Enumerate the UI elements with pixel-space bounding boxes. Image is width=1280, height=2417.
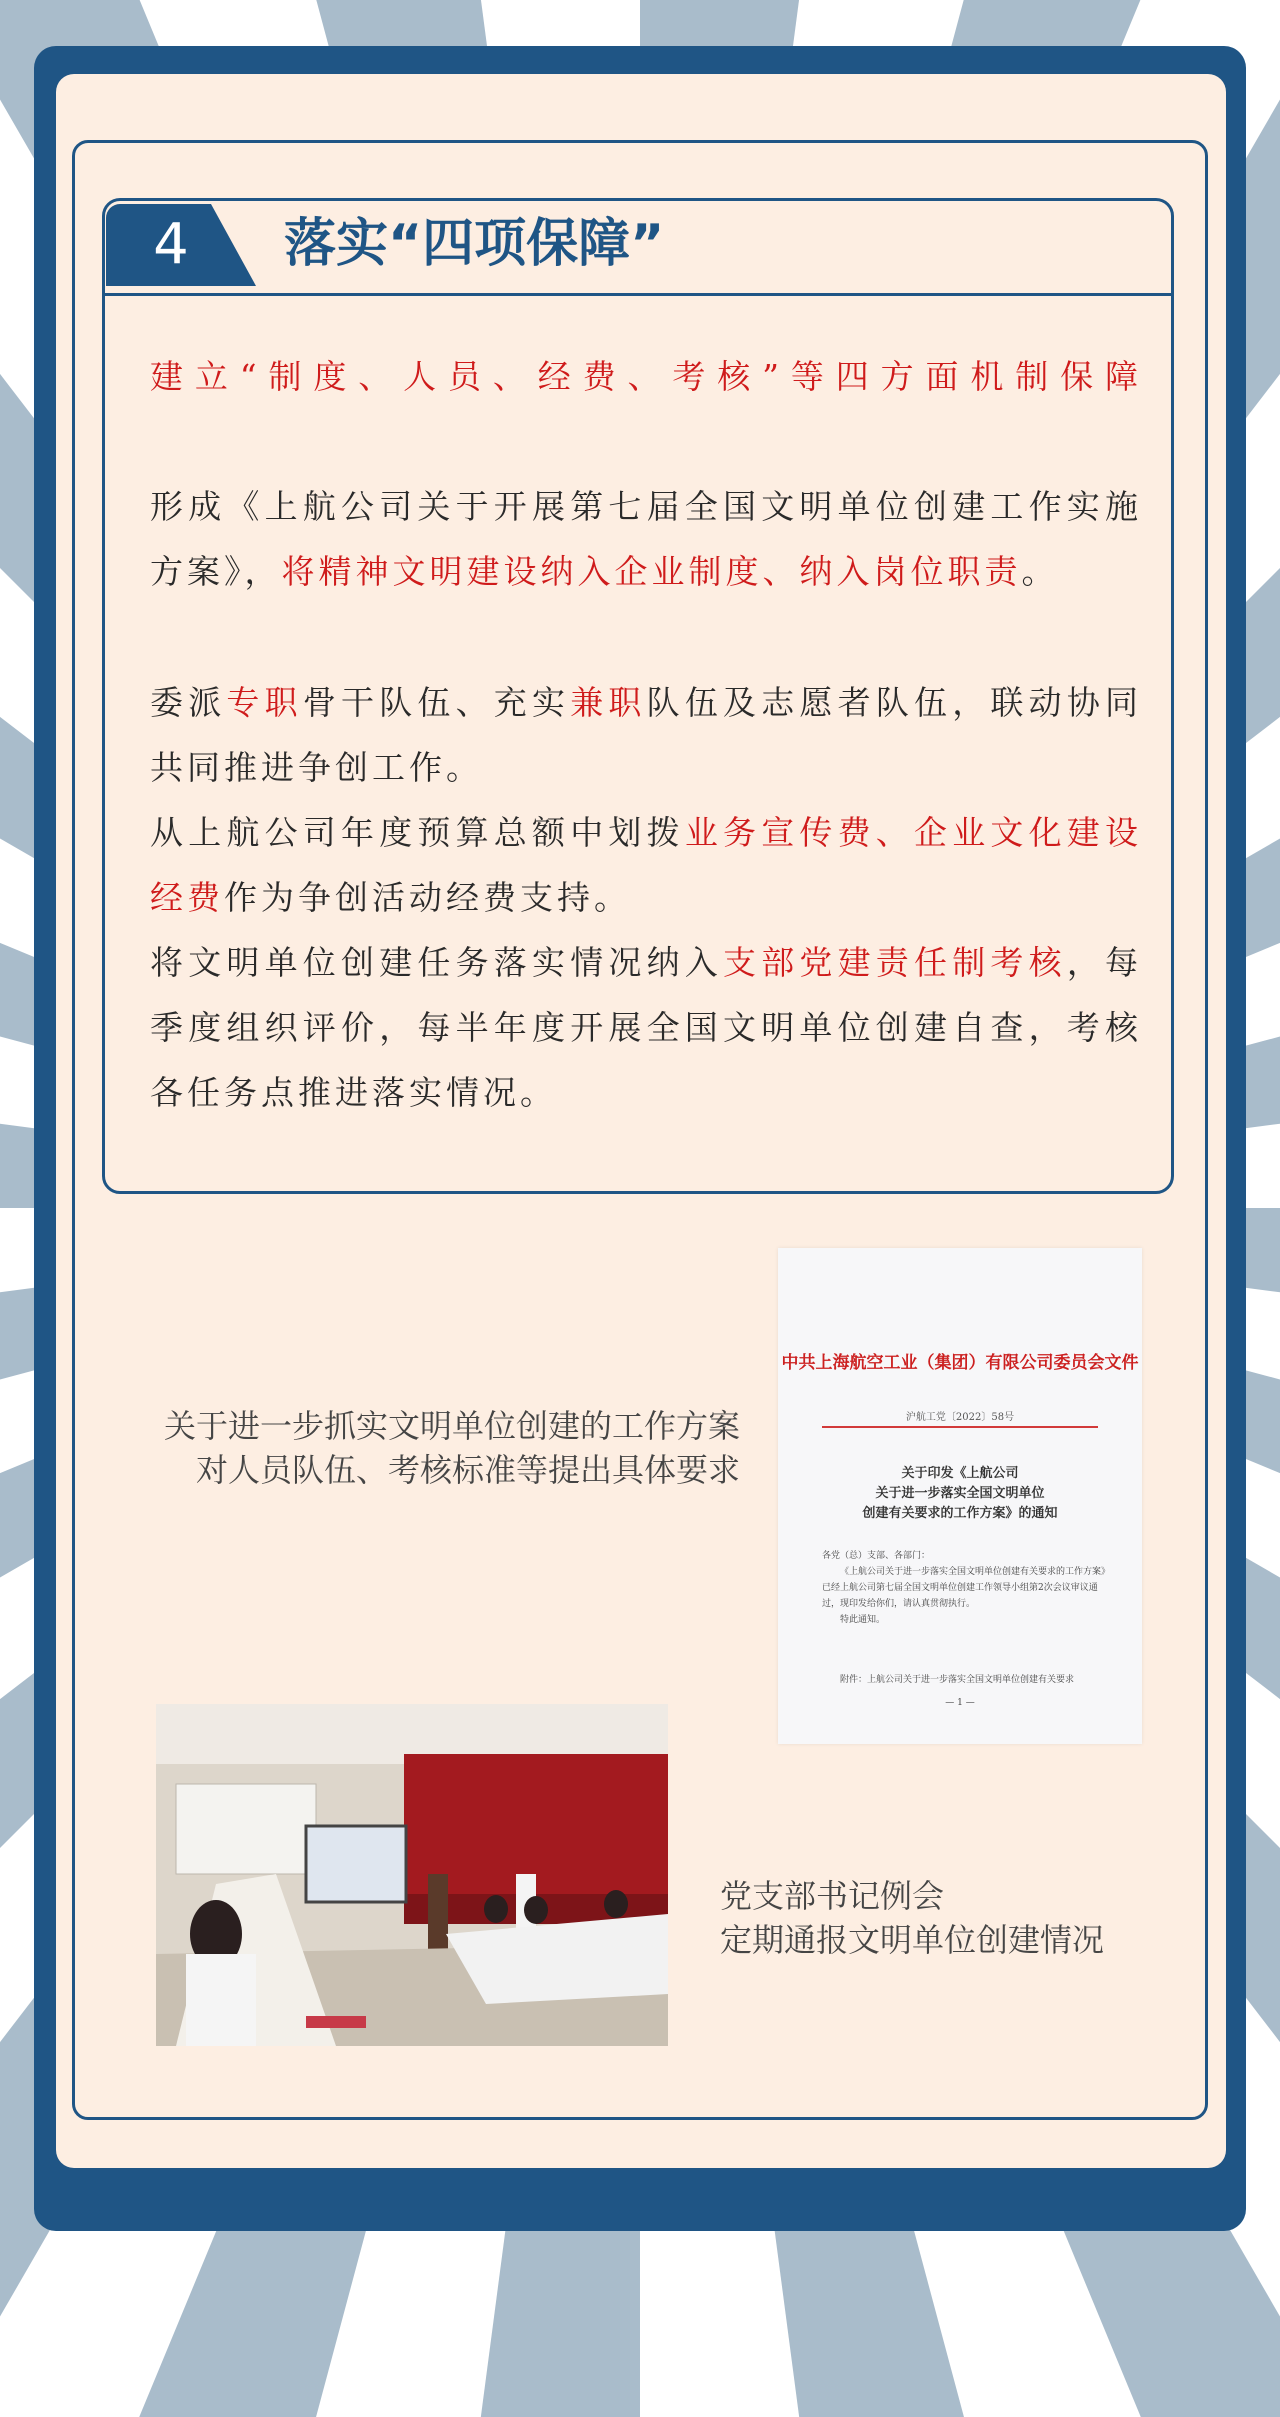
document-title-line-1: 关于印发《上航公司 xyxy=(901,1466,1019,1481)
section-number: 4 xyxy=(153,212,189,277)
paragraph-funding xyxy=(150,800,1142,930)
paragraph-system xyxy=(150,474,1142,604)
document-attachment: 附件：上航公司关于进一步落实全国文明单位创建有关要求 xyxy=(840,1675,1075,1685)
document-title xyxy=(778,1464,1142,1524)
meeting-room-photo xyxy=(156,1704,668,2046)
paragraph-personnel xyxy=(150,670,1142,800)
p4-text-a: 将文明单位创建任务落实情况纳入 xyxy=(150,943,723,982)
photo-caption-line-1: 党支部书记例会 xyxy=(720,1877,945,1915)
p3-text-c: 作为争创活动经费支持。 xyxy=(224,878,631,917)
document-closing: 特此通知。 xyxy=(840,1615,886,1625)
document-body-text: 《上航公司关于进一步落实全国文明单位创建有关要求的工作方案》已经上航公司第七届全国文明单位创建工作领导小组第2次会议审议通过，现印发给你们，请认真贯彻执行。 xyxy=(822,1567,1106,1609)
section-title: 落实“四项保障” xyxy=(284,214,665,274)
document-title-line-2: 关于进一步落实全国文明单位 xyxy=(875,1486,1045,1501)
document-red-rule xyxy=(822,1426,1098,1428)
document-caption xyxy=(164,1404,740,1492)
document-page-number: — 1 — xyxy=(945,1698,975,1708)
photo-caption-line-2: 定期通报文明单位创建情况 xyxy=(720,1921,1105,1959)
p4-highlight: 支部党建责任制考核 xyxy=(723,943,1067,982)
p2-text-e: 队伍及志愿者队伍，联动协同共同推进争创工作。 xyxy=(150,683,1143,787)
document-header: 中共上海航空工业（集团）有限公司委员会文件 xyxy=(781,1353,1139,1373)
p2-highlight-fulltime: 专职 xyxy=(226,683,303,722)
p1-text-c: 。 xyxy=(1021,552,1059,591)
headline: 建立“制度、人员、经费、考核”等四方面机制保障 xyxy=(150,357,1142,396)
document-body xyxy=(822,1548,1108,1628)
p1-text-a: 形成《上航公司关于开展第七届全国文明单位创建工作实施方案》， xyxy=(150,487,1142,591)
document-caption-line-2: 对人员队伍、考核标准等提出具体要求 xyxy=(195,1451,740,1489)
p1-highlight: 将精神文明建设纳入企业制度、纳入岗位职责 xyxy=(281,552,1022,591)
p3-highlight: 业务宣传费、企业文化建设经费 xyxy=(150,813,1143,917)
paragraph-assessment xyxy=(150,930,1142,1125)
p2-text-c: 骨干队伍、充实 xyxy=(302,683,571,722)
photo-caption xyxy=(720,1874,1104,1962)
p2-text-a: 委派 xyxy=(150,683,227,722)
document-caption-line-1: 关于进一步抓实文明单位创建的工作方案 xyxy=(163,1407,740,1445)
document-title-line-3: 创建有关要求的工作方案》的通知 xyxy=(862,1506,1058,1521)
p4-text-c: ，每季度组织评价，每半年度开展全国文明单位创建自查，考核各任务点推进落实情况。 xyxy=(150,943,1143,1112)
document-salutation: 各党（总）支部、各部门： xyxy=(822,1551,931,1561)
p2-highlight-parttime: 兼职 xyxy=(570,683,647,722)
meeting-photo-illustration xyxy=(156,1704,668,2046)
p3-text-a: 从上航公司年度预算总额中划拨 xyxy=(150,813,685,852)
document-image xyxy=(778,1248,1142,1744)
document-number: 沪航工党〔2022〕58号 xyxy=(905,1412,1015,1423)
